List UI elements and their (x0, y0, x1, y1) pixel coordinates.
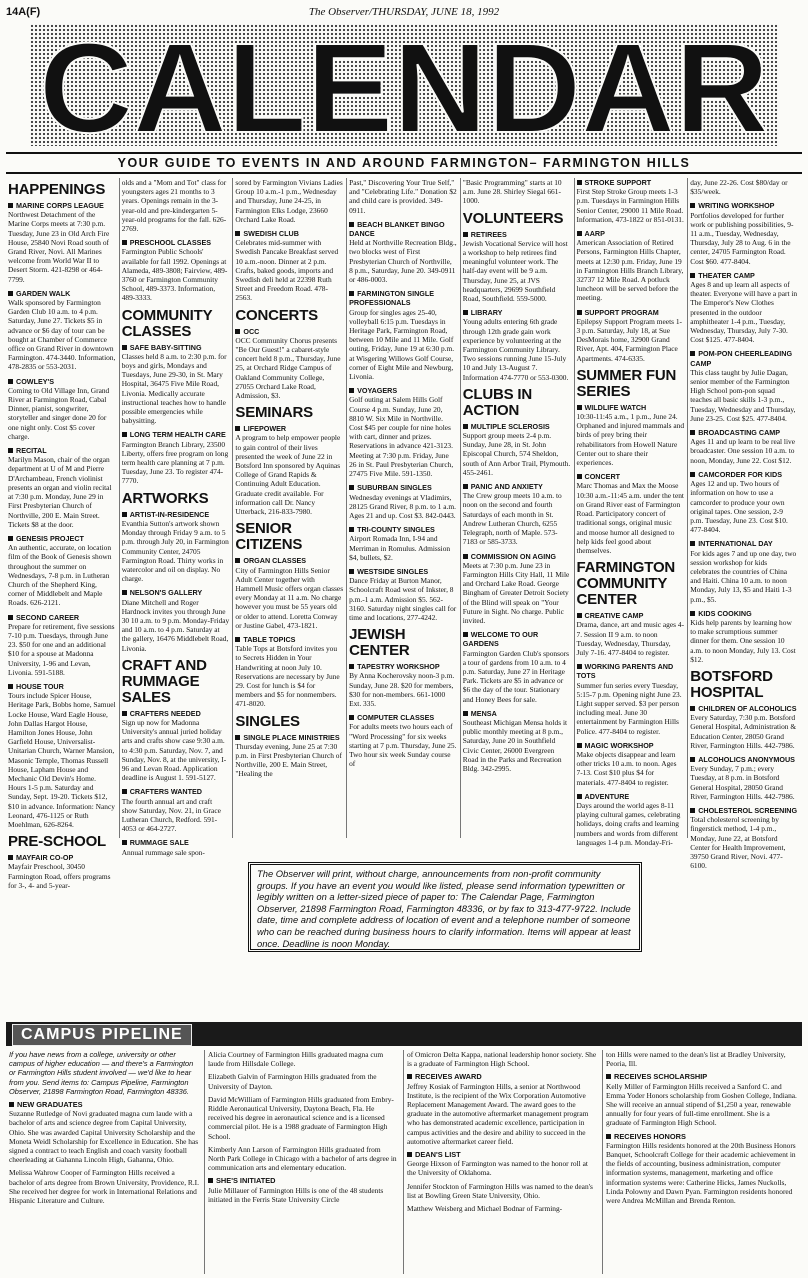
column-rule (232, 178, 233, 838)
campus-item-text: Kimberly Ann Larson of Farmington Hills graduated from North Park College in Chicago with a bachelor of arts degree in communication arts and elementary education. (208, 1144, 397, 1173)
entry-heading: RECITAL (8, 446, 116, 455)
calendar-entry (235, 733, 343, 779)
calendar-entry (463, 308, 571, 382)
calendar-entry (577, 741, 685, 787)
entry-body: Wednesday evenings at Vladimirs, 28125 Grand River, 8 p.m. to 1 a.m. Ages 21 and up. Cost $3. 842-0443. (349, 492, 456, 520)
entry-heading: SUBURBAN SINGLES (349, 483, 457, 492)
entry-heading: KIDS COOKING (690, 609, 798, 618)
entry-heading: WRITING WORKSHOP (690, 201, 798, 210)
calendar-column (690, 178, 798, 871)
entry-body: Support group meets 2-4 p.m. Sunday, June 28, in St. John Episcopal Church, 574 Sheldon, south of Ann Arbor Trail, Plymouth. 455-2461. (462, 431, 571, 477)
entry-heading: MENSA (463, 709, 571, 718)
calendar-column (576, 178, 685, 847)
entry-body: 10:30-11:45 a.m., 1 p.m., June 24. Orphaned and injured mammals and birds of prey bring their rehabilitators from Howell Nature Center out to share their experiences. (576, 412, 685, 468)
campus-item-text: Melissa Wahrow Cooper of Farmington Hills received a bachelor of arts degree from Brown University, Providence, R.I. She received her degree for work in International Relations and Hispanic Literature and Culture. (9, 1168, 199, 1206)
calendar-column (463, 178, 571, 838)
entry-heading: WORKING PARENTS AND TOTS (577, 662, 685, 680)
section-heading: ARTWORKS (121, 489, 209, 507)
entry-heading: MAYFAIR CO-OP (8, 853, 116, 862)
entry-body: Drama, dance, art and music ages 4-7. Session II 9 a.m. to noon Tuesday, Wednesday, Thursday, July 7-16. 477-8404 to register. (576, 620, 685, 657)
campus-column-rule (403, 1050, 404, 1274)
entry-body: For kids ages 7 and up one day, two session workshop for kids celebrates the countries of China and Haiti. China 10 a.m. to noon Monday, July 13, $5 and Haiti 1-3 p.m., $5. (690, 548, 797, 604)
calendar-entry (122, 510, 230, 584)
entry-body: A program to help empower people to gain control of their lives presented the week of June 22 in Botsford Inn sponsored by Aquinas College of Grand Rapids & Continuing Adult Education. Graduate credit available. For information call Dr. Nancy Utterback, 216-833-7980. (235, 433, 341, 517)
entry-body: Airport Romada Inn, I-94 and Merriman in Romulus. Admission $4, bullets, $2. (349, 534, 451, 562)
entry-body: An authentic, accurate, on location film of the Book of Genesis shown throughout the summer on Wednesdays, 7-8 p.m. in Lutheran Church of the Shepherd King, corner of Middlebelt and Maple Roads. 626-2121. (8, 543, 112, 608)
campus-pipeline-title: CAMPUS PIPELINE (12, 1024, 192, 1046)
entry-heading: RUMMAGE SALE (122, 838, 230, 847)
section-heading: SUMMER FUN SERIES (576, 366, 677, 400)
entry-heading: CRAFTERS NEEDED (122, 709, 230, 718)
entry-body: Sign up now for Madonna University's annual juried holiday arts and crafts show case 9:30 a.m. to 4:30 p.m. Saturday, Nov. 7, and Sunday, Nov. 8, at the university, I-96 and Levan Road. Application deadline is August 1. 591-5127. (121, 717, 227, 783)
entry-body: Jewish Vocational Service will host a workshop to help retirees find meaningful volunteer work. The half-day event will be 9 a.m. Thursday, June 25, at JVS headquarters, 29699 Southfield Road, Southfield. 559-5000. (462, 238, 568, 304)
campus-columns (6, 1050, 802, 1274)
entry-heading: VOYAGERS (349, 386, 457, 395)
section-heading: SENIOR CITIZENS (235, 520, 303, 554)
calendar-entry (122, 588, 230, 652)
calendar-entry (349, 483, 457, 520)
entry-heading: SAFE BABY-SITTING (122, 343, 230, 352)
entry-body: olds and a "Mom and Tot" class for youngsters ages 21 months to 3 years. Openings remain in the 3-year-old and pre-kindergarten 5-year-old programs for the fall. 626-2769. (121, 178, 227, 234)
dateline: The Observer/THURSDAY, JUNE 18, 1992 (308, 6, 500, 18)
campus-item-text: Kelly Miller of Farmington Hills received a Sanford C. and Emma Yoder Honors scholarship from Goshen College, Indiana. She will receive an annual stipend of $1,250 a year, renewable annually for four years of full-time enrollment. She is a graduate of Farmington High School. (606, 1081, 797, 1128)
entry-body: Meets at 7:30 p.m. June 23 in Farmington Hills City Hall, 11 Mile and Orchard Lake Road. George Bingham of Greater Detroit Society of the Blind will speak on "Your Future in Sight. No charge. Public invited. (462, 560, 570, 625)
calendar-entry (690, 470, 798, 534)
entry-body: Portfolios developed for further work or publishing possibilities, 9-11 a.m., Tuesday, Wednesday, Thursday, July 28 to Aug. 6 in the center, 24705 Farmington Road. Cost $60. 477-8404. (690, 210, 794, 266)
entry-body: Farmington Garden Club's sponsors a tour of gardens from 10 a.m. to 4 p.m. Saturday, June 27 in Heritage Park. Tickets are $5 in advance or $6 the day of the tour. Stationary and Honey Bees for sale. (462, 648, 570, 704)
entry-heading: CONCERT (577, 472, 685, 481)
calendar-entry (8, 613, 116, 677)
calendar-entry (349, 713, 457, 768)
entry-heading: SECOND CAREER (8, 613, 116, 622)
entry-body: "Basic Programming" starts at 10 a.m. June 28. Shirley Siegal 661-1000. (462, 178, 562, 206)
entry-heading: SWEDISH CLUB (235, 229, 343, 238)
calendar-entry (122, 343, 230, 426)
calendar-entry (122, 430, 230, 485)
calendar-entry (122, 838, 230, 856)
entry-heading: ORGAN CLASSES (235, 556, 343, 565)
entry-body: Total cholesterol screening by fingerstick method, 1-4 p.m., Monday, June 22, at Botsford Center for Health Improvement, 39750 Grand River, Novi. 477-6100. (690, 815, 786, 871)
page-number: 14A(F) (6, 6, 41, 18)
campus-column-rule (602, 1050, 603, 1274)
entry-body: Classes held 8 a.m. to 2:30 p.m. for boys and girls, Mondays and Tuesdays, June 29-30, in St. Mary Hospital, 36475 Five Mile Road, Livonia. Medically accurate instructional teaches how to handle possible emergencies while babysitting. (121, 351, 227, 426)
calendar-entry (235, 635, 343, 709)
entry-heading: AARP (577, 229, 685, 238)
calendar-title-text: CALENDAR (39, 17, 769, 160)
calendar-entry (122, 787, 230, 833)
entry-body: The fourth annual art and craft show Saturday, Nov. 21, in Grace Lutheran Church, Redford. 591-4053 or 464-2727. (121, 796, 221, 834)
entry-heading: BEACH BLANKET BINGO DANCE (349, 220, 457, 238)
entry-body: Marc Thomas and Max the Moose 10:30 a.m.-11:45 a.m. under the tent on Grand River east of Farmington Road. Participatory concert of traditional songs, original music and moose humor all designed to help kids feel good about themselves. (576, 481, 684, 555)
calendar-entry (690, 201, 798, 265)
section-heading: BOTSFORD HOSPITAL (690, 667, 773, 701)
entry-body: Make objects disappear and learn other tricks 10 a.m. to noon. Ages 7-13. Cost $10 plus $4 for materials. 477-8404 to register. (576, 749, 677, 787)
calendar-entry (463, 422, 571, 477)
calendar-entry (349, 220, 457, 284)
entry-body: Kids help parents by learning how to make scrumptious summer dinner for them. One session 10 a.m. to noon Monday, July 13. Cost $12. (690, 617, 796, 664)
entry-body: Days around the world ages 8-11 playing cultural games, celebrating holidays, doing crafts and learning numbers and words from different languages 1-4 p.m. Monday-Fri- (576, 800, 681, 847)
entry-body: Every Sunday, 7 p.m.; every Tuesday, at 8 p.m. in Botsford General Hospital, 28050 Grand River, Farmington Hills. 442-7986. (690, 764, 795, 801)
entry-body: Thursday evening, June 25 at 7:30 p.m. in First Presbyterian Church of Northville, 200 E. Main Street, "Healing the (235, 741, 342, 779)
entry-body: Evanthia Sutton's artwork shown Monday through Friday 9 a.m. to 5 p.m. through July 20, in Farmington Community Center, 24705 Farmington Road. Thirty works in watercolor and oil on display. No charge. (121, 518, 229, 584)
entry-heading: LONG TERM HEALTH CARE (122, 430, 230, 439)
entry-body: Ages 11 and up learn to be real live broadcaster. One session 10 a.m. to noon, Monday, June 22. Cost $12. (690, 437, 795, 465)
entry-heading: ARTIST-IN-RESIDENCE (122, 510, 230, 519)
campus-item-heading: DEAN'S LIST (407, 1150, 598, 1159)
calendar-entry (463, 552, 571, 626)
entry-body: Tours include Spicer House, Heritage Park, Bobbs home, Samuel Locke House, Ward Eagle House, John Dallas Hargot House, Hamilton Jones House, John Garfield House, Universalist-Unitarian Church, Warner Mansion, Masonic Temple, Thomas Russell House, Lapham House and Mechanic Old Devin's Home. Hours 1-5 p.m. Saturday and Sunday, Sept. 19-20. Tickets $12, $10 in advance. Information: Nancy Leonard, 476-1125 or Ruth Moehlman, 626-8264. (8, 691, 116, 829)
section-heading: HAPPENINGS (8, 181, 106, 198)
section-heading: SEMINARS (235, 404, 313, 422)
column-rule (346, 178, 347, 838)
entry-heading: CAMCORDER FOR KIDS (690, 470, 798, 479)
entry-heading: LIFEPOWER (235, 424, 343, 433)
entry-heading: POM-PON CHEERLEADING CAMP (690, 349, 798, 367)
entry-heading: BROADCASTING CAMP (690, 428, 798, 437)
calendar-entry (690, 704, 798, 750)
column-rule (687, 178, 688, 838)
section-heading: CLUBS IN ACTION (462, 385, 533, 419)
calendar-entry (463, 178, 571, 206)
entry-body: Group for singles ages 25-40, volleyball 6:15 p.m. Tuesdays in Heritage Park, Farmington Road, between 10 Mile and 11 Mile. Golf outing, Friday, June 19 at 6:30 p.m. at Wisgering Willows Golf Course, corner of Eight Mile and Newburg, Livonia. (349, 307, 455, 382)
entry-heading: RETIREES (463, 230, 571, 239)
calendar-entry (577, 229, 685, 303)
section-subtitle: YOUR GUIDE TO EVENTS IN AND AROUND FARMINGTON– FARMINGTON HILLS (6, 152, 802, 174)
campus-item-text: Julie Millauer of Farmington Hills is one of the 48 students initiated in the Ferris State University Circle (208, 1185, 384, 1204)
calendar-title (30, 17, 778, 160)
entry-heading: WILDLIFE WATCH (577, 403, 685, 412)
campus-item-text: Farmington Hills residents honored at the 20th Business Honors Banquet, Schoolcraft College for their academic achievement in the fields of accounting, business administration, computer information systems, management, marketing and office information systems were: Catherine Hicks, James Nuckolls, Linda Polowny and Dawn Pyan. Farmington residents honored were Andrea McMillan and Brenda Renton. (606, 1140, 796, 1206)
campus-column (606, 1050, 797, 1274)
entry-body: Marilyn Mason, chair of the organ department at U of M and Pierre D'Archambeau, French violinist presents an organ and violin recital at 7:30 p.m. Monday, June 29 in First Presbyterian Church of Northville, 200 E. Main Street. Tickets $8 at the door. (8, 455, 112, 529)
calendar-entry (690, 349, 798, 423)
entry-heading: PRESCHOOL CLASSES (122, 238, 230, 247)
entry-heading: MAGIC WORKSHOP (577, 741, 685, 750)
calendar-entry (8, 853, 116, 890)
section-heading: CRAFT AND RUMMAGE SALES (121, 656, 207, 706)
entry-heading: TRI-COUNTY SINGLES (349, 525, 457, 534)
entry-body: Coming to Old Village Inn, Grand River at Farmington Road, Cabal Dinner, pianist, songwriter, storyteller and singer done 20 for one night only. Cost $5 cover charge. (8, 385, 110, 441)
entry-body: The Crew group meets 10 a.m. to noon on the second and fourth Saturdays of each month in St. Andrew Lutheran Church, 6255 Telegraph, north of Maple. 573-7183 or 585-3733. (462, 491, 562, 547)
entry-body: Summer fun series every Tuesday, 5:15-7 p.m. Opening night June 23. Light supper served. $3 per person including meal. June 30 entertainment by Farmington Hills Police. 477-8404 to register. (576, 680, 682, 736)
campus-item-text: Alicia Courtney of Farmington Hills graduated magna cum laude from Hillsdale College. (208, 1050, 384, 1069)
calendar-column (8, 178, 116, 890)
column-rule (574, 178, 575, 838)
entry-body: City of Farmington Hills Senior Adult Center together with Hammell Music offers organ classes every Monday at 11 a.m. No charge however you must be 55 years old or older to attend. Loretta Conway or Justine Gabel, 473-1821. (235, 565, 344, 630)
entry-body: For adults meets two hours each of "Word Processing" for six weeks starting at 7 p.m. Thursday, June 25. Two hour six week Sunday course of (349, 722, 457, 769)
calendar-entry (235, 556, 343, 630)
calendar-columns (6, 178, 802, 890)
submission-notice (248, 862, 642, 952)
calendar-entry (8, 201, 116, 284)
entry-body: Table Tops at Botsford invites you to Secrets Hidden in Your Handwriting at noon July 10. Reservations are necessary by June 29. Cost for lunch is $4 for members and $5 for nonmembers. 471-8020. (235, 644, 340, 709)
entry-body: Epilepsy Support Program meets 1-3 p.m. Saturday, July 18, at Sue DesMorais home, 32900 Grand River, Apt. 404, Farmington Place Apartments. 474-6335. (576, 316, 683, 363)
entry-body: sored by Farmington Vivians Ladies Group 10 a.m.-1 p.m., Wednesday and Thursday, June 24-25, in Farmington Elks Lodge, 23660 Orchard Lake Road. (235, 178, 343, 224)
campus-item-heading: NEW GRADUATES (9, 1100, 200, 1109)
calendar-entry (577, 403, 685, 467)
entry-body: Ages 8 and up learn all aspects of theater. Everyone will have a part in The Emperor's New Clothes presented in the outdoor amphitheater 1-4 p.m., Tuesday, Wednesday, Thursday, July 7-30. Cost $125. 477-8404. (690, 280, 798, 345)
submission-notice-text: The Observer will print, without charge, announcements from non-profit community groups. If you have an event you would like listed, please send information typewritten or legibly written on a letter-sized piece of paper to: The Calendar Page, Farmington Observer, 21898 Farmington Road, Farmington 48336, or by fax to 313-477-9722. Include date, time and complete address of location of event and a telephone number of someone who can be reached during business hours to clarify information. Items will appear at least once. Deadline is noon Monday. (257, 868, 631, 949)
entry-body: day, June 22-26. Cost $80/day or $35/week. (690, 178, 788, 197)
entry-body: Diane Mitchell and Roger Hardnock invites you through June 30 10 a.m. to 9 p.m. Monday-Friday and 10 a.m. to 4 p.m. Saturday at the gallery, 16476 Middlebelt Road, Livonia. (121, 597, 230, 653)
section-heading: JEWISH CENTER (349, 626, 410, 660)
entry-body: Prepare for retirement, five sessions 7-10 p.m. Tuesdays, through June 23. $50 for one and an additional $10 for a spouse at Madonna University, 1-96 and Levan, Livonia. 591-5188. (8, 621, 115, 677)
calendar-entry (349, 178, 457, 215)
entry-body: Young adults entering 6th grade through 12th grade gain work experience by volunteering at the Farmington Community Library. Two sessions running June 15-July 10 and July 13-August 7. Information 474-7770 or 553-0300. (462, 317, 569, 382)
campus-column (407, 1050, 598, 1274)
campus-item-text: of Omicron Delta Kappa, national leadership honor society. She is a graduate of Farmington High School. (407, 1050, 597, 1069)
entry-heading: WESTSIDE SINGLES (349, 567, 457, 576)
entry-body: By Anna Kocherovsky noon-3 p.m. Sunday, June 28. $20 for members, $30 for non-members. 661-1000 Ext. 335. (349, 671, 455, 708)
entry-body: Past," Discovering Your True Self," and "Celebrating Life." Donation $2 and child care is provided. 349-0911. (349, 178, 457, 215)
calendar-title-art (30, 17, 778, 160)
campus-column-rule (204, 1050, 205, 1274)
calendar-entry (577, 308, 685, 363)
calendar-entry (8, 682, 116, 829)
calendar-entry (690, 271, 798, 345)
calendar-entry (349, 567, 457, 622)
entry-heading: INTERNATIONAL DAY (690, 539, 798, 548)
campus-item-heading: RECEIVES AWARD (407, 1072, 598, 1081)
campus-item-text: Elizabeth Galvin of Farmington Hills graduated from the University of Dayton. (208, 1072, 377, 1091)
section-heading: CONCERTS (235, 306, 318, 324)
campus-item-text: Suzanne Rutledge of Novi graduated magna cum laude with a bachelor of arts and science degree from Capital University, Ohio. She was awarded Capital University Scholarship and the Moneta Weidl Scholarship for Excellence in Education. She has signed a contract to teach English and coach varsity football cheerleading at Gahanna Lincoln High, Gahanna, Ohio. (9, 1109, 199, 1165)
campus-item-heading: SHE'S INITIATED (208, 1176, 399, 1185)
campus-item-text: If you have news from a college, university or other campus of higher education — and there's a Farmington or Farmington Hills student involved — we'd like to hear from you. Send items to: Campus Pipeline, Farmington Observer, 21898 Farmington Road, Farmington 48336. (9, 1050, 194, 1096)
entry-body: Walk sponsored by Farmington Garden Club 10 a.m. to 4 p.m. Saturday, June 27. Tickets $5 in advance or $6 day of tour can be bought at Chamber of Commerce office on Grand River in downtown Farmington. 474-3440. Information, 478-2835 or 553-2031. (8, 298, 116, 372)
calendar-entry (8, 534, 116, 608)
entry-heading: SINGLE PLACE MINISTRIES (235, 733, 343, 742)
entry-heading: COMPUTER CLASSES (349, 713, 457, 722)
entry-body: Southeast Michigan Mensa holds it public monthly meeting at 8 p.m., Saturday, June 20 in Southfield Civic Center, 26000 Evergreen Road in the Parks and Recreation Bldg. 342-2995. (462, 717, 568, 773)
entry-body: Golf outing at Salem Hills Golf Course 4 p.m. Sunday, June 20, 8810 W. Six Mile in Northville. Cost $45 per couple for nine holes with cart, dinner and prizes. Reservations in advance 421-3123. Meeting at 7:30 p.m. Friday, June 26 in St. Paul Presbyterian Church, 27475 Five Mile. 591-1350. (349, 395, 454, 479)
column-rule (119, 178, 120, 838)
calendar-entry (349, 289, 457, 381)
entry-body: Farmington Public Schools' available for fall 1992. Openings at Alameda, 489-3808; Fairview, 489-3760 or Farmington Community School, 489-3373. Information, 489-3333. (121, 247, 228, 303)
calendar-entry (463, 230, 571, 304)
campus-item-text: Matthew Weisberg and Michael Bodnar of Farming- (407, 1204, 563, 1214)
calendar-entry (690, 755, 798, 801)
entry-heading: FARMINGTON SINGLE PROFESSIONALS (349, 289, 457, 307)
campus-item-text: ton Hills were named to the dean's list at Bradley University, Peoria, Ill. (606, 1050, 786, 1069)
entry-heading: MULTIPLE SCLEROSIS (463, 422, 571, 431)
entry-heading: OCC (235, 327, 343, 336)
calendar-entry (235, 229, 343, 303)
column-rule (460, 178, 461, 838)
entry-body: Dance Friday at Burton Manor, Schoolcraft Road west of Inkster, 8 p.m.-1 a.m. Admission $5. 562-3160. Saturday night singles call for time and locations, 277-4242. (349, 576, 457, 622)
entry-body: Every Saturday, 7:30 p.m. Botsford General Hospital, Administration & Education Center, 28050 Grand River, Farmington Hills. 442-7986. (690, 713, 797, 750)
campus-item-text: Jennifer Stockton of Farmington Hills was named to the dean's list at Bowling Green State University, Ohio. (407, 1181, 593, 1200)
entry-heading: SUPPORT PROGRAM (577, 308, 685, 317)
calendar-entry (349, 525, 457, 562)
calendar-entry (690, 539, 798, 603)
calendar-entry (690, 609, 798, 664)
campus-item-heading: RECEIVES HONORS (606, 1132, 797, 1141)
calendar-entry (8, 446, 116, 529)
calendar-entry (235, 178, 343, 224)
entry-heading: CHILDREN OF ALCOHOLICS (690, 704, 798, 713)
entry-heading: CREATIVE CAMP (577, 611, 685, 620)
calendar-entry (577, 792, 685, 847)
entry-heading: MARINE CORPS LEAGUE (8, 201, 116, 210)
calendar-entry (349, 662, 457, 708)
calendar-entry (463, 709, 571, 773)
entry-heading: LIBRARY (463, 308, 571, 317)
campus-item-text: Jeffrey Kosiak of Farmington Hills, a senior at Northwood Institute, is the recipient of the Wix Corporation Automotive Replacement Management Award. The award goes to the graduate in the automotive aftermarket management program who has demonstrated academic excellence, participation in campus activities and the desire and ability to succeed in the automotive aftermarket career field. (407, 1081, 589, 1146)
calendar-column (235, 178, 343, 838)
calendar-entry (690, 178, 798, 196)
entry-heading: HOUSE TOUR (8, 682, 116, 691)
entry-heading: THEATER CAMP (690, 271, 798, 280)
calendar-entry (122, 238, 230, 302)
calendar-entry (235, 327, 343, 401)
calendar-entry (690, 806, 798, 870)
campus-item-text: George Hixson of Farmington was named to the honor roll at the University of Oklahoma. (407, 1159, 588, 1178)
calendar-entry (8, 377, 116, 441)
entry-heading: COMMISSION ON AGING (463, 552, 571, 561)
entry-heading: ADVENTURE (577, 792, 685, 801)
calendar-entry (577, 611, 685, 657)
section-heading: COMMUNITY CLASSES (121, 306, 213, 340)
section-heading: SINGLES (235, 712, 300, 730)
entry-heading: WELCOME TO OUR GARDENS (463, 630, 571, 648)
section-heading: VOLUNTEERS (462, 209, 564, 227)
calendar-entry (463, 482, 571, 546)
campus-item-text: David McWilliam of Farmington Hills graduated from Embry-Riddle Aeronautical University, Daytona Beach, Fla. He received his degree in aeronautical science and is a licensed commercial pilot. He is a 1988 graduate of Farmington High School. (208, 1094, 394, 1141)
campus-column (208, 1050, 399, 1274)
entry-body: American Association of Retired Persons, Farmington Hills Chapter, meets at 12:30 p.m. Friday, June 19 in Farmington Hills Branch Library, 32737 12 Mile Road. A potluck luncheon will be served before the meeting. (576, 238, 684, 303)
entry-body: Annual rummage sale spon- (121, 847, 205, 857)
entry-heading: NELSON'S GALLERY (122, 588, 230, 597)
entry-heading: PANIC AND ANXIETY (463, 482, 571, 491)
campus-item-heading: RECEIVES SCHOLARSHIP (606, 1072, 797, 1081)
campus-column (9, 1050, 200, 1274)
entry-heading: GARDEN WALK (8, 289, 116, 298)
section-heading: FARMINGTON COMMUNITY CENTER (576, 559, 676, 609)
entry-body: OCC Community Chorus presents "Be Our Guest!" a cabaret-style concert held 8 p.m., Thursday, June 25, at Orchard Ridge Campus of Oakland Community College, 27055 Orchard Lake Road, Admission, $3. (235, 335, 341, 401)
entry-heading: TAPESTRY WORKSHOP (349, 662, 457, 671)
entry-body: First Step Stroke Group meets 1-3 p.m. Tuesdays in Farmington Hills Senior Center, 29000 11 Mile Road. Information, 473-1822 or 851-0131. (576, 187, 684, 224)
calendar-entry (349, 386, 457, 478)
entry-body: Celebrates mid-summer with Swedish Pancake Breakfast served 10 a.m.-noon. Dinner at 2 p.m. Crafts, baked goods, imports and Swedish deli held at 22398 Ruth Street and Freedom Road. 478-2563. (235, 238, 339, 303)
calendar-entry (8, 289, 116, 372)
entry-body: Farmington Branch Library, 23500 Liberty, offers free program on long term health care planning at 7 p.m. Tuesday, June 23. To register 474-7770. (121, 439, 229, 486)
entry-heading: STROKE SUPPORT (577, 178, 685, 187)
calendar-column (349, 178, 457, 838)
section-heading: PRE-SCHOOL (8, 833, 107, 851)
calendar-entry (690, 428, 798, 465)
entry-heading: CHOLESTEROL SCREENING (690, 806, 798, 815)
entry-body: Ages 12 and up. Two hours of information on how to use a camcorder to produce your own original tapes. One session, 2-9 p.m. Tuesday, June 23. Cost $10. 477-8404. (690, 479, 788, 535)
entry-heading: GENESIS PROJECT (8, 534, 116, 543)
calendar-entry (122, 178, 230, 233)
calendar-entry (122, 709, 230, 783)
entry-heading: COWLEY'S (8, 377, 116, 386)
entry-body: Mayfair Preschool, 30450 Farmington Road, offers programs for 3-, 4- and 5-year- (8, 862, 111, 890)
calendar-entry (463, 630, 571, 704)
calendar-entry (235, 424, 343, 516)
entry-heading: CRAFTERS WANTED (122, 787, 230, 796)
entry-heading: TABLE TOPICS (235, 635, 343, 644)
entry-body: Held at Northville Recreation Bldg., two blocks west of First Presbyterian Church of Northville, 8 p.m., Saturday, June 20. 349-0911 or 486-0003. (349, 238, 457, 285)
calendar-column (121, 178, 230, 857)
entry-heading: ALCOHOLICS ANONYMOUS (690, 755, 798, 764)
calendar-entry (577, 178, 685, 224)
entry-body: This class taught by Julie Dagan, senior member of the Farmington High School pom-pon squad teaches all basic skills 1-3 p.m., Tuesday, Wednesday and Thursday, June 23-25. Cost $25. 477-8404. (690, 367, 796, 423)
calendar-entry (577, 662, 685, 736)
calendar-entry (577, 472, 685, 555)
entry-body: Northwest Detachment of the Marine Corps meets at 7:30 p.m. Tuesday, June 23 in Old Arch Fire House, 25840 Novi Road south of Grand River, Novi. All Marines welcome from World War II to Desert Storm. 421-8298 or 464-7799. (8, 210, 110, 284)
